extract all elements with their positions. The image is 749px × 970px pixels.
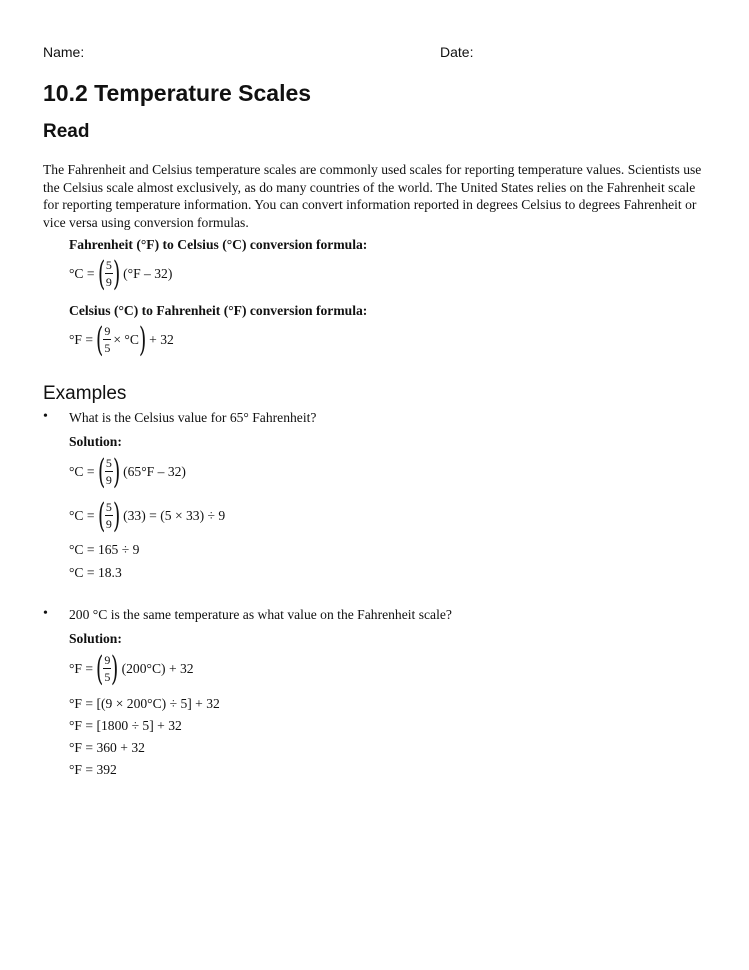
- fraction-numerator: 9: [104, 653, 111, 667]
- formula2-label: Celsius (°C) to Fahrenheit (°F) conversion formula:: [69, 303, 368, 318]
- example2-step4: °F = 360 + 32: [69, 740, 145, 755]
- examples-heading: Examples: [43, 383, 127, 404]
- fraction-denominator: 9: [105, 275, 112, 289]
- bullet-icon: •: [43, 606, 48, 621]
- formula1-label: Fahrenheit (°F) to Celsius (°C) conversion formula:: [69, 237, 368, 252]
- example1-question: What is the Celsius value for 65° Fahrenheit?: [69, 410, 317, 425]
- left-paren: (: [97, 495, 105, 536]
- fraction-numerator: 5: [105, 258, 112, 272]
- step-lhs: °F =: [69, 660, 94, 676]
- step-fraction: [105, 500, 113, 531]
- formula1-lhs: °C =: [69, 265, 95, 281]
- bullet-icon: •: [43, 409, 48, 424]
- example1-step2: [69, 495, 226, 536]
- formula1-fraction: [105, 258, 113, 289]
- step-lhs: °C =: [69, 507, 95, 523]
- step-fraction: [105, 456, 113, 487]
- fraction-denominator: 5: [104, 341, 111, 355]
- fraction-denominator: 5: [104, 670, 111, 684]
- left-paren: (: [97, 253, 105, 294]
- intro-paragraph: The Fahrenheit and Celsius temperature scales are commonly used scales for reporting temperature values. Scientists use the Celsius scale almost exclusively, as do many countries of the world. The United States relies on the Fahrenheit scale for reporting temperature information. You can convert information reported in degrees Celsius to degrees Fahrenheit or vice versa using conversion formulas.: [43, 162, 702, 230]
- example1-step4: °C = 18.3: [69, 565, 122, 580]
- example2-step3: °F = [1800 ÷ 5] + 32: [69, 718, 182, 733]
- formula2-fraction: [103, 324, 111, 355]
- step-lhs: °C =: [69, 463, 95, 479]
- example1-solution-label: Solution:: [69, 434, 122, 449]
- step-rhs: (65°F – 32): [123, 463, 186, 479]
- formula2-equation: [69, 319, 174, 360]
- example1-step3: °C = 165 ÷ 9: [69, 542, 140, 557]
- name-label: Name:: [43, 44, 85, 60]
- formula1-equation: [69, 253, 173, 294]
- formula2-inner: × °C: [113, 331, 139, 347]
- fraction-bar: [103, 339, 111, 340]
- right-paren: ): [138, 319, 147, 360]
- fraction-denominator: 9: [105, 473, 112, 487]
- fraction-numerator: 5: [105, 500, 112, 514]
- right-paren: ): [112, 495, 121, 536]
- example2-solution-label: Solution:: [69, 631, 122, 646]
- date-label: Date:: [440, 44, 474, 60]
- formula2-rhs: + 32: [149, 331, 174, 347]
- fraction-numerator: 5: [105, 456, 112, 470]
- step-rhs: (33) = (5 × 33) ÷ 9: [123, 507, 226, 523]
- left-paren: (: [97, 451, 105, 492]
- example2-step1: [69, 648, 194, 689]
- left-paren: (: [96, 319, 104, 360]
- formula1-rhs: (°F – 32): [123, 265, 173, 281]
- example1-step1: [69, 451, 186, 492]
- fraction-bar: [105, 515, 113, 516]
- step-rhs: (200°C) + 32: [121, 660, 194, 676]
- read-heading: Read: [43, 121, 90, 142]
- formula2-lhs: °F =: [69, 331, 94, 347]
- right-paren: ): [111, 648, 119, 689]
- right-paren: ): [112, 253, 121, 294]
- fraction-numerator: 9: [104, 324, 111, 338]
- page-title: 10.2 Temperature Scales: [43, 80, 312, 106]
- example2-question: 200 °C is the same temperature as what value on the Fahrenheit scale?: [69, 607, 452, 622]
- fraction-bar: [105, 273, 113, 274]
- fraction-bar: [105, 471, 113, 472]
- right-paren: ): [112, 451, 121, 492]
- example2-step2: °F = [(9 × 200°C) ÷ 5] + 32: [69, 696, 220, 711]
- left-paren: (: [96, 648, 104, 689]
- example2-step5: °F = 392: [69, 762, 117, 777]
- fraction-denominator: 9: [105, 517, 112, 531]
